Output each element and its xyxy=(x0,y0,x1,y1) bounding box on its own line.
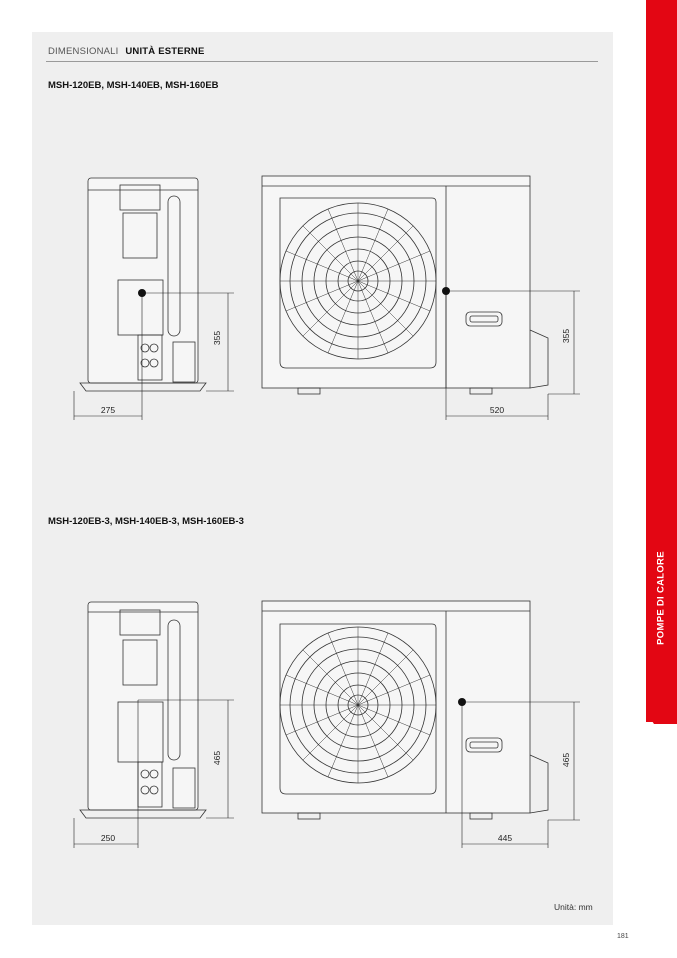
front-width-label-1: 520 xyxy=(489,405,505,415)
section-subtitle: UNITÀ ESTERNE xyxy=(125,46,205,57)
model-list-1: MSH-120EB, MSH-140EB, MSH-160EB xyxy=(48,80,219,91)
model-list-2: MSH-120EB-3, MSH-140EB-3, MSH-160EB-3 xyxy=(48,516,244,527)
content-panel xyxy=(32,32,613,925)
section-title: DIMENSIONALI xyxy=(48,46,119,57)
front-height-label-2: 465 xyxy=(561,752,571,768)
side-depth-label-2: 250 xyxy=(100,833,116,843)
header-divider xyxy=(46,61,598,62)
page-number: 181 xyxy=(617,933,629,940)
side-height-label-2: 465 xyxy=(212,750,222,766)
units-note: Unità: mm xyxy=(554,902,593,912)
section-tab-label: POMPE DI CALORE xyxy=(655,551,667,645)
section-header xyxy=(48,46,204,57)
section-tab-notch xyxy=(646,712,677,724)
side-depth-label-1: 275 xyxy=(100,405,116,415)
side-height-label-1: 355 xyxy=(212,330,222,346)
front-width-label-2: 445 xyxy=(497,833,513,843)
front-height-label-1: 355 xyxy=(561,328,571,344)
